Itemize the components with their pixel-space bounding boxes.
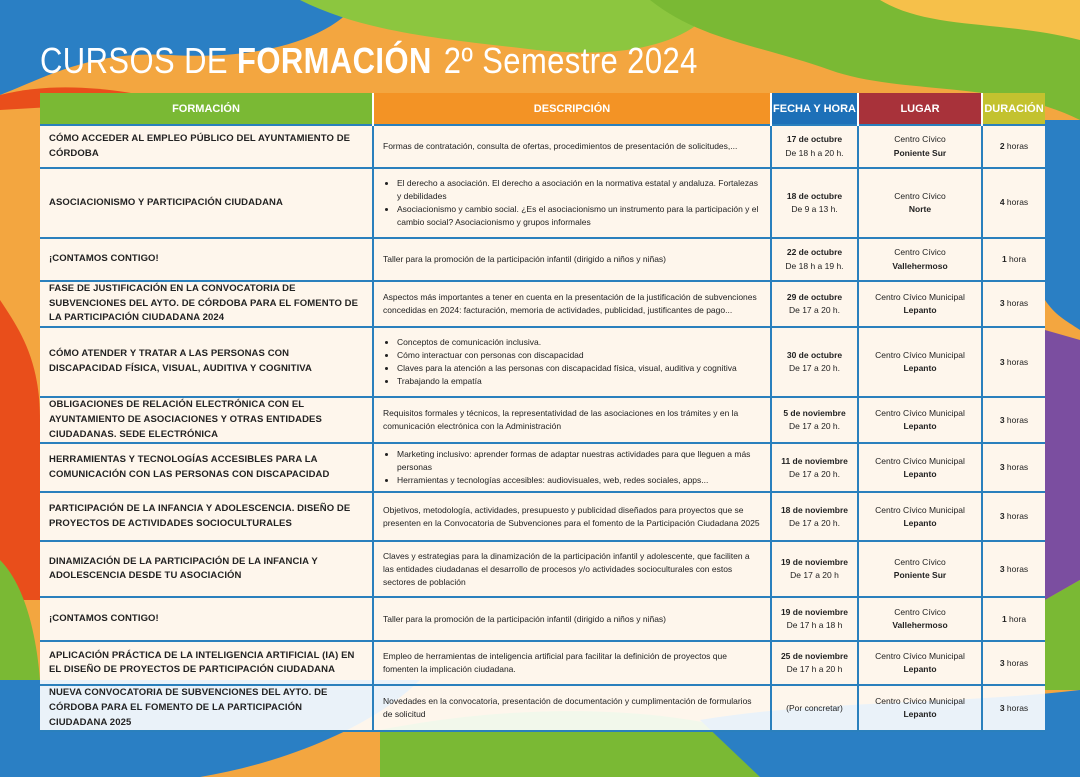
table-header-row bbox=[40, 93, 1045, 125]
course-title: CÓMO ATENDER Y TRATAR A LAS PERSONAS CON DISCAPACIDAD FÍSICA, VISUAL, AUDITIVA Y COGNITIVA bbox=[40, 327, 373, 397]
place-name: Poniente Sur bbox=[893, 570, 947, 581]
course-date: 18 de octubre bbox=[786, 190, 843, 201]
course-duration bbox=[982, 281, 1045, 327]
course-place bbox=[858, 541, 982, 597]
course-date: 25 de noviembre bbox=[780, 651, 849, 662]
description-bullet: • Marketing inclusivo: aprender formas de adaptar nuestras actividades para que lleguen a más personas bbox=[397, 448, 761, 474]
course-time: De 18 h a 20 h. bbox=[785, 147, 844, 158]
course-time: De 17 a 20 h bbox=[790, 570, 839, 581]
course-place bbox=[858, 641, 982, 685]
course-description bbox=[373, 685, 771, 731]
course-datetime bbox=[771, 685, 858, 731]
course-datetime bbox=[771, 492, 858, 541]
course-title: OBLIGACIONES DE RELACIÓN ELECTRÓNICA CON EL AYUNTAMIENTO DE ASOCIACIONES Y OTRAS ENTIDADES CIUDADANAS. SEDE ELECTRÓNICA bbox=[40, 397, 373, 443]
course-description bbox=[373, 641, 771, 685]
course-description bbox=[373, 281, 771, 327]
description-text: Objetivos, metodología, actividades, presupuesto y publicidad diseñados para proyectos que se presenten en la Convocatoria de Subvenciones para el fomento de la Participación Ciudadana 2025 bbox=[383, 504, 760, 528]
course-duration bbox=[982, 541, 1045, 597]
course-place bbox=[858, 397, 982, 443]
duration-unit: horas bbox=[1004, 414, 1029, 425]
col-header-formacion: FORMACIÓN bbox=[40, 93, 373, 125]
course-description bbox=[373, 397, 771, 443]
course-date: 5 de noviembre bbox=[783, 408, 846, 419]
title-semester: 2º Semestre 2024 bbox=[443, 40, 698, 81]
description-bullet: • El derecho a asociación. El derecho a asociación en la normativa estatal y andaluza. Fortalezas y debilidades bbox=[397, 177, 761, 203]
course-place bbox=[858, 443, 982, 492]
description-text: Requisitos formales y técnicos, la representatividad de las asociaciones en los trámites y en la comunicación electrónica con la Administración bbox=[383, 408, 739, 432]
place-name: Vallehermoso bbox=[892, 260, 948, 271]
place-center: Centro Cívico Municipal bbox=[875, 408, 965, 419]
title-part-1: CURSOS DE bbox=[40, 40, 237, 81]
course-place bbox=[858, 492, 982, 541]
place-name: Lepanto bbox=[903, 363, 937, 374]
course-table bbox=[40, 93, 1045, 732]
table-row bbox=[40, 492, 1045, 541]
duration-number: 2 bbox=[999, 140, 1005, 151]
place-name: Norte bbox=[908, 204, 932, 214]
course-place bbox=[858, 685, 982, 731]
duration-number: 3 bbox=[999, 298, 1005, 309]
place-center: Centro Cívico Municipal bbox=[875, 291, 965, 302]
table-row bbox=[40, 397, 1045, 443]
page-title bbox=[40, 40, 698, 82]
duration-unit: horas bbox=[1004, 657, 1029, 668]
duration-number: 3 bbox=[999, 702, 1005, 713]
duration-number: 1 bbox=[1001, 613, 1007, 624]
course-title: CÓMO ACCEDER AL EMPLEO PÚBLICO DEL AYUNTAMIENTO DE CÓRDOBA bbox=[40, 125, 373, 168]
place-center: Centro Cívico bbox=[894, 190, 946, 201]
course-time: De 17 a 20 h. bbox=[788, 363, 841, 374]
course-duration bbox=[982, 125, 1045, 168]
course-duration bbox=[982, 641, 1045, 685]
course-title: PARTICIPACIÓN DE LA INFANCIA Y ADOLESCENCIA. DISEÑO DE PROYECTOS DE ACTIVIDADES SOCIOCULTURALES bbox=[40, 492, 373, 541]
place-name: Lepanto bbox=[903, 468, 937, 479]
title-part-2: FORMACIÓN bbox=[236, 40, 432, 81]
duration-number: 3 bbox=[999, 462, 1005, 473]
course-datetime bbox=[771, 281, 858, 327]
course-time: De 17 h a 18 h bbox=[786, 620, 843, 631]
table-row bbox=[40, 125, 1045, 168]
place-name: Lepanto bbox=[903, 709, 937, 720]
table-row bbox=[40, 685, 1045, 731]
course-duration bbox=[982, 327, 1045, 397]
place-name: Lepanto bbox=[903, 421, 937, 432]
place-center: Centro Cívico bbox=[894, 607, 946, 618]
table-body bbox=[40, 125, 1045, 731]
duration-number: 3 bbox=[999, 356, 1005, 367]
duration-unit: horas bbox=[1004, 298, 1029, 309]
course-datetime bbox=[771, 327, 858, 397]
course-datetime bbox=[771, 168, 858, 238]
place-center: Centro Cívico bbox=[894, 247, 946, 258]
duration-unit: horas bbox=[1004, 702, 1029, 713]
col-header-lugar: LUGAR bbox=[858, 93, 982, 125]
course-datetime bbox=[771, 125, 858, 168]
place-center: Centro Cívico Municipal bbox=[875, 651, 965, 662]
course-time: (Por concretar) bbox=[786, 702, 843, 713]
course-description bbox=[373, 492, 771, 541]
course-datetime bbox=[771, 397, 858, 443]
course-time: De 17 h a 20 h bbox=[786, 664, 843, 675]
course-date: 17 de octubre bbox=[786, 134, 843, 145]
description-bullet: • Cómo interactuar con personas con discapacidad bbox=[397, 349, 761, 362]
course-date: 22 de octubre bbox=[786, 247, 843, 258]
course-description bbox=[373, 597, 771, 641]
course-time: De 17 a 20 h. bbox=[788, 517, 841, 528]
place-center: Centro Cívico Municipal bbox=[875, 455, 965, 466]
course-datetime bbox=[771, 443, 858, 492]
place-center: Centro Cívico bbox=[894, 134, 946, 145]
place-name: Lepanto bbox=[903, 305, 937, 316]
course-description bbox=[373, 443, 771, 492]
course-title: ASOCIACIONISMO Y PARTICIPACIÓN CIUDADANA bbox=[40, 168, 373, 238]
course-description bbox=[373, 168, 771, 238]
duration-unit: hora bbox=[1006, 253, 1027, 264]
course-duration bbox=[982, 597, 1045, 641]
place-center: Centro Cívico bbox=[894, 557, 946, 568]
course-time: De 18 h a 19 h. bbox=[785, 260, 844, 271]
course-duration bbox=[982, 492, 1045, 541]
col-header-descripcion: DESCRIPCIÓN bbox=[373, 93, 771, 125]
col-header-duracion: DURACIÓN bbox=[982, 93, 1045, 125]
place-name: Vallehermoso bbox=[892, 620, 948, 631]
duration-number: 3 bbox=[999, 414, 1005, 425]
course-description bbox=[373, 125, 771, 168]
col-header-fecha: FECHA Y HORA bbox=[771, 93, 858, 125]
course-date: 29 de octubre bbox=[786, 291, 843, 302]
description-list bbox=[383, 448, 761, 488]
description-bullet: • Conceptos de comunicación inclusiva. bbox=[397, 336, 761, 349]
duration-number: 4 bbox=[999, 197, 1005, 208]
course-duration bbox=[982, 397, 1045, 443]
course-time: De 17 a 20 h. bbox=[788, 468, 841, 479]
course-place bbox=[858, 168, 982, 238]
course-duration bbox=[982, 443, 1045, 492]
course-duration bbox=[982, 238, 1045, 281]
course-description bbox=[373, 541, 771, 597]
course-datetime bbox=[771, 597, 858, 641]
course-place bbox=[858, 327, 982, 397]
description-text: Formas de contratación, consulta de ofertas, procedimientos de presentación de solicitudes,... bbox=[383, 140, 738, 151]
course-title: APLICACIÓN PRÁCTICA DE LA INTELIGENCIA ARTIFICIAL (IA) EN EL DISEÑO DE PROYECTOS DE PARTICIPACIÓN CIUDADANA bbox=[40, 641, 373, 685]
course-date: 19 de noviembre bbox=[780, 607, 849, 618]
course-place bbox=[858, 281, 982, 327]
description-list bbox=[383, 177, 761, 230]
course-description bbox=[373, 327, 771, 397]
duration-number: 3 bbox=[999, 657, 1005, 668]
course-date: 11 de noviembre bbox=[781, 455, 848, 466]
table-row bbox=[40, 238, 1045, 281]
course-time: De 17 a 20 h. bbox=[788, 305, 841, 316]
course-date: 18 de noviembre bbox=[780, 504, 849, 515]
table-row bbox=[40, 597, 1045, 641]
description-list bbox=[383, 336, 761, 389]
duration-number: 1 bbox=[1001, 253, 1007, 264]
description-text: Taller para la promoción de la participación infantil (dirigido a niños y niñas) bbox=[383, 253, 667, 264]
course-place bbox=[858, 238, 982, 281]
duration-unit: horas bbox=[1004, 511, 1029, 522]
duration-unit: horas bbox=[1004, 197, 1029, 208]
place-name: Lepanto bbox=[903, 664, 937, 675]
table-row bbox=[40, 541, 1045, 597]
place-center: Centro Cívico Municipal bbox=[875, 504, 965, 515]
course-duration bbox=[982, 685, 1045, 731]
course-time: De 9 a 13 h. bbox=[791, 204, 838, 214]
description-bullet: • Trabajando la empatía bbox=[397, 375, 761, 388]
course-title: NUEVA CONVOCATORIA DE SUBVENCIONES DEL AYTO. DE CÓRDOBA PARA EL FOMENTO DE LA PARTICIPACIÓN CIUDADANA 2025 bbox=[40, 685, 373, 731]
description-bullet: • Asociacionismo y cambio social. ¿Es el asociacionismo un instrumento para la participación y el cambio social? Asociacionismo y grupos informales bbox=[397, 203, 761, 229]
course-title: ¡CONTAMOS CONTIGO! bbox=[40, 597, 373, 641]
course-duration bbox=[982, 168, 1045, 238]
course-place bbox=[858, 597, 982, 641]
table-row bbox=[40, 641, 1045, 685]
table-row bbox=[40, 281, 1045, 327]
duration-unit: horas bbox=[1004, 140, 1029, 151]
course-title: ¡CONTAMOS CONTIGO! bbox=[40, 238, 373, 281]
place-name: Lepanto bbox=[903, 517, 937, 528]
duration-unit: horas bbox=[1004, 462, 1029, 473]
table-row bbox=[40, 443, 1045, 492]
duration-number: 3 bbox=[999, 511, 1005, 522]
course-title: HERRAMIENTAS Y TECNOLOGÍAS ACCESIBLES PARA LA COMUNICACIÓN CON LAS PERSONAS CON DISCAPACIDAD bbox=[40, 443, 373, 492]
table-row bbox=[40, 327, 1045, 397]
description-bullet: • Claves para la atención a las personas con discapacidad física, visual, auditiva y cognitiva bbox=[397, 362, 761, 375]
duration-unit: horas bbox=[1004, 356, 1029, 367]
place-name: Poniente Sur bbox=[893, 147, 947, 158]
place-center: Centro Cívico Municipal bbox=[875, 696, 965, 707]
course-time: De 17 a 20 h. bbox=[788, 421, 841, 432]
course-datetime bbox=[771, 238, 858, 281]
course-datetime bbox=[771, 641, 858, 685]
duration-unit: horas bbox=[1004, 563, 1029, 574]
description-bullet: • Herramientas y tecnologías accesibles: audiovisuales, web, redes sociales, apps... bbox=[397, 474, 761, 487]
table-row bbox=[40, 168, 1045, 238]
course-datetime bbox=[771, 541, 858, 597]
description-text: Empleo de herramientas de inteligencia artificial para facilitar la definición de proyectos que fomenten la implicación ciudadana. bbox=[383, 651, 727, 675]
course-date: 30 de octubre bbox=[786, 349, 843, 360]
description-text: Aspectos más importantes a tener en cuenta en la presentación de la justificación de subvenciones concedidas en 2024: facturación, memoria de actividades, publicidad, justificantes de pago... bbox=[383, 291, 757, 316]
course-description bbox=[373, 238, 771, 281]
description-text: Novedades en la convocatoria, presentación de documentación y cumplimentación de formularios de solicitud bbox=[383, 696, 752, 720]
course-title: DINAMIZACIÓN DE LA PARTICIPACIÓN DE LA INFANCIA Y ADOLESCENCIA DESDE TU ASOCIACIÓN bbox=[40, 541, 373, 597]
course-title: FASE DE JUSTIFICACIÓN EN LA CONVOCATORIA DE SUBVENCIONES DEL AYTO. DE CÓRDOBA PARA EL FOMENTO DE LA PARTICIPACIÓN CIUDADANA 2024 bbox=[40, 281, 373, 327]
description-text: Taller para la promoción de la participación infantil (dirigido a niños y niñas) bbox=[383, 613, 667, 624]
place-center: Centro Cívico Municipal bbox=[875, 349, 965, 360]
course-date: 19 de noviembre bbox=[780, 557, 849, 568]
duration-unit: hora bbox=[1006, 613, 1027, 624]
description-text: Claves y estrategias para la dinamización de la participación infantil y adolescente, que faciliten a las entidades ciudadanas el desarrollo de procesos y/o actividades socioculturales con estos sectores de población bbox=[383, 550, 750, 587]
duration-number: 3 bbox=[999, 563, 1005, 574]
course-place bbox=[858, 125, 982, 168]
